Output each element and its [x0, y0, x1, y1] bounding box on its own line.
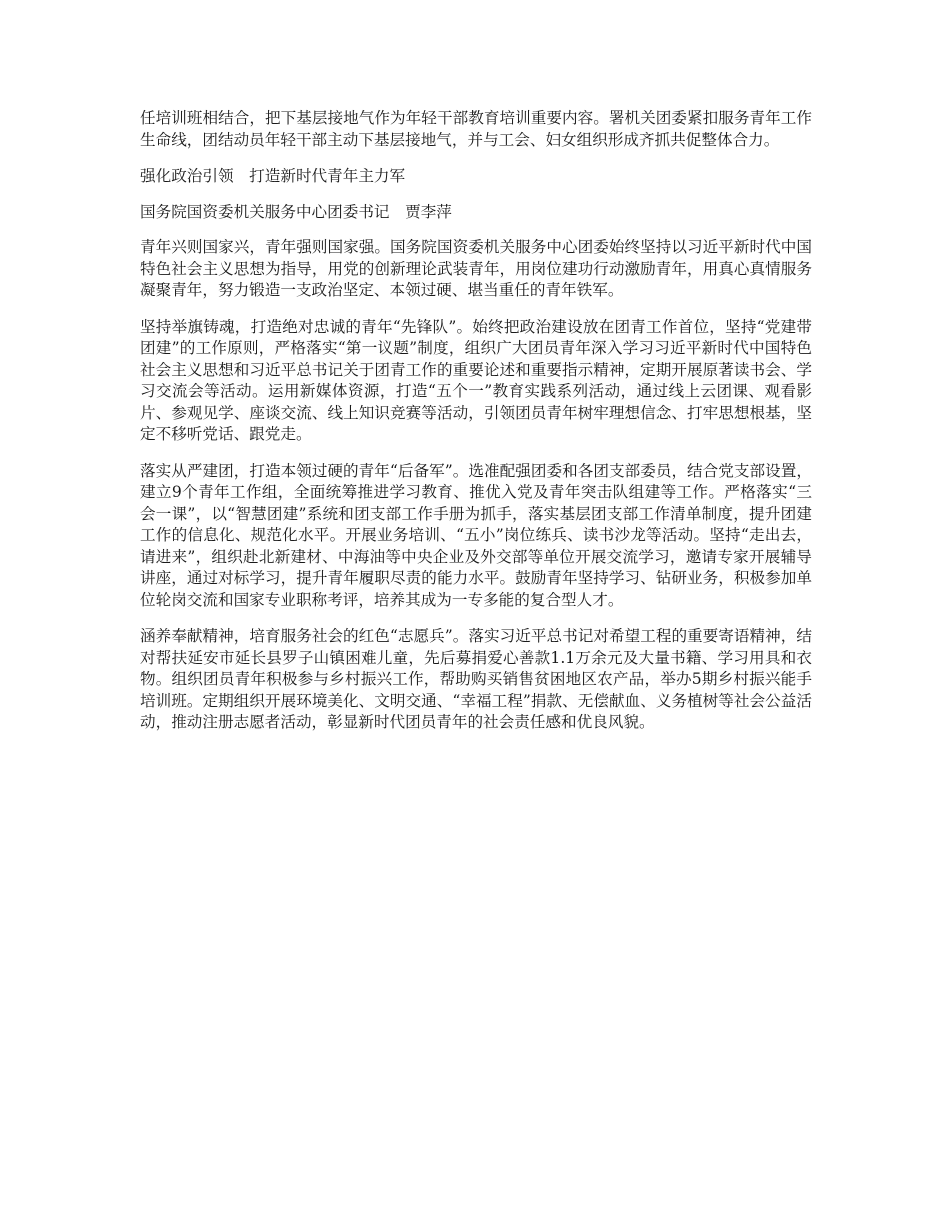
article-title: 强化政治引领 打造新时代青年主力军: [140, 167, 406, 185]
paragraph-lead: 青年兴则国家兴，青年强则国家强。国务院国资委机关服务中心团委始终坚持以习近平新时代中国特色社会主义思想为指导，用党的创新理论武装青年，用岗位建功行动激励青年，用真心真情服务凝聚青年，努力锻造一支政治坚定、本领过硬、堪当重任的青年铁军。: [140, 238, 812, 299]
paragraph-reserve: 落实从严建团，打造本领过硬的青年“后备军”。选准配强团委和各团支部委员，结合党支部设置，建立9个青年工作组，全面统筹推进学习教育、推优入党及青年突击队组建等工作。严格落实“三会一课”，以“智慧团建”系统和团支部工作手册为抓手，落实基层团支部工作清单制度，提升团建工作的信息化、规范化水平。开展业务培训、“五小”岗位练兵、读书沙龙等活动。坚持“走出去，请进来”，组织赴北新建材、中海油等中央企业及外交部等单位开展交流学习，邀请专家开展辅导讲座，通过对标学习，提升青年履职尽责的能力水平。鼓励青年坚持学习、钻研业务，积极参加单位轮岗交流和国家专业职称考评，培养其成为一专多能的复合型人才。: [140, 461, 812, 609]
paragraph-vanguard: 坚持举旗铸魂，打造绝对忠诚的青年“先锋队”。始终把政治建设放在团青工作首位，坚持“党建带团建”的工作原则，严格落实“第一议题”制度，组织广大团员青年深入学习习近平新时代中国特色社会主义思想和习近平总书记关于团青工作的重要论述和重要指示精神，定期开展原著读书会、学习交流会等活动。运用新媒体资源，打造“五个一”教育实践系列活动，通过线上云团课、观看影片、参观见学、座谈交流、线上知识竞赛等活动，引领团员青年树牢理想信念、打牢思想根基，坚定不移听党话、跟党走。: [140, 317, 812, 443]
article-author: 国务院国资委机关服务中心团委书记 贾李萍: [140, 202, 452, 221]
document-body: [140, 108, 812, 749]
paragraph-volunteer: 涵养奉献精神，培育服务社会的红色“志愿兵”。落实习近平总书记对希望工程的重要寄语精神，结对帮扶延安市延长县罗子山镇困难儿童，先后募捐爱心善款1.1万余元及大量书籍、学习用具和衣物。组织团员青年积极参与乡村振兴工作，帮助购买销售贫困地区农产品，举办5期乡村振兴能手培训班。定期组织开展环境美化、文明交通、“幸福工程”捐款、无偿献血、义务植树等社会公益活动，推动注册志愿者活动，彰显新时代团员青年的社会责任感和优良风貌。: [140, 627, 812, 731]
paragraph-intro: 任培训班相结合，把下基层接地气作为年轻干部教育培训重要内容。署机关团委紧扣服务青年工作生命线，团结动员年轻干部主动下基层接地气，并与工会、妇女组织形成齐抓共促整体合力。: [140, 109, 812, 149]
